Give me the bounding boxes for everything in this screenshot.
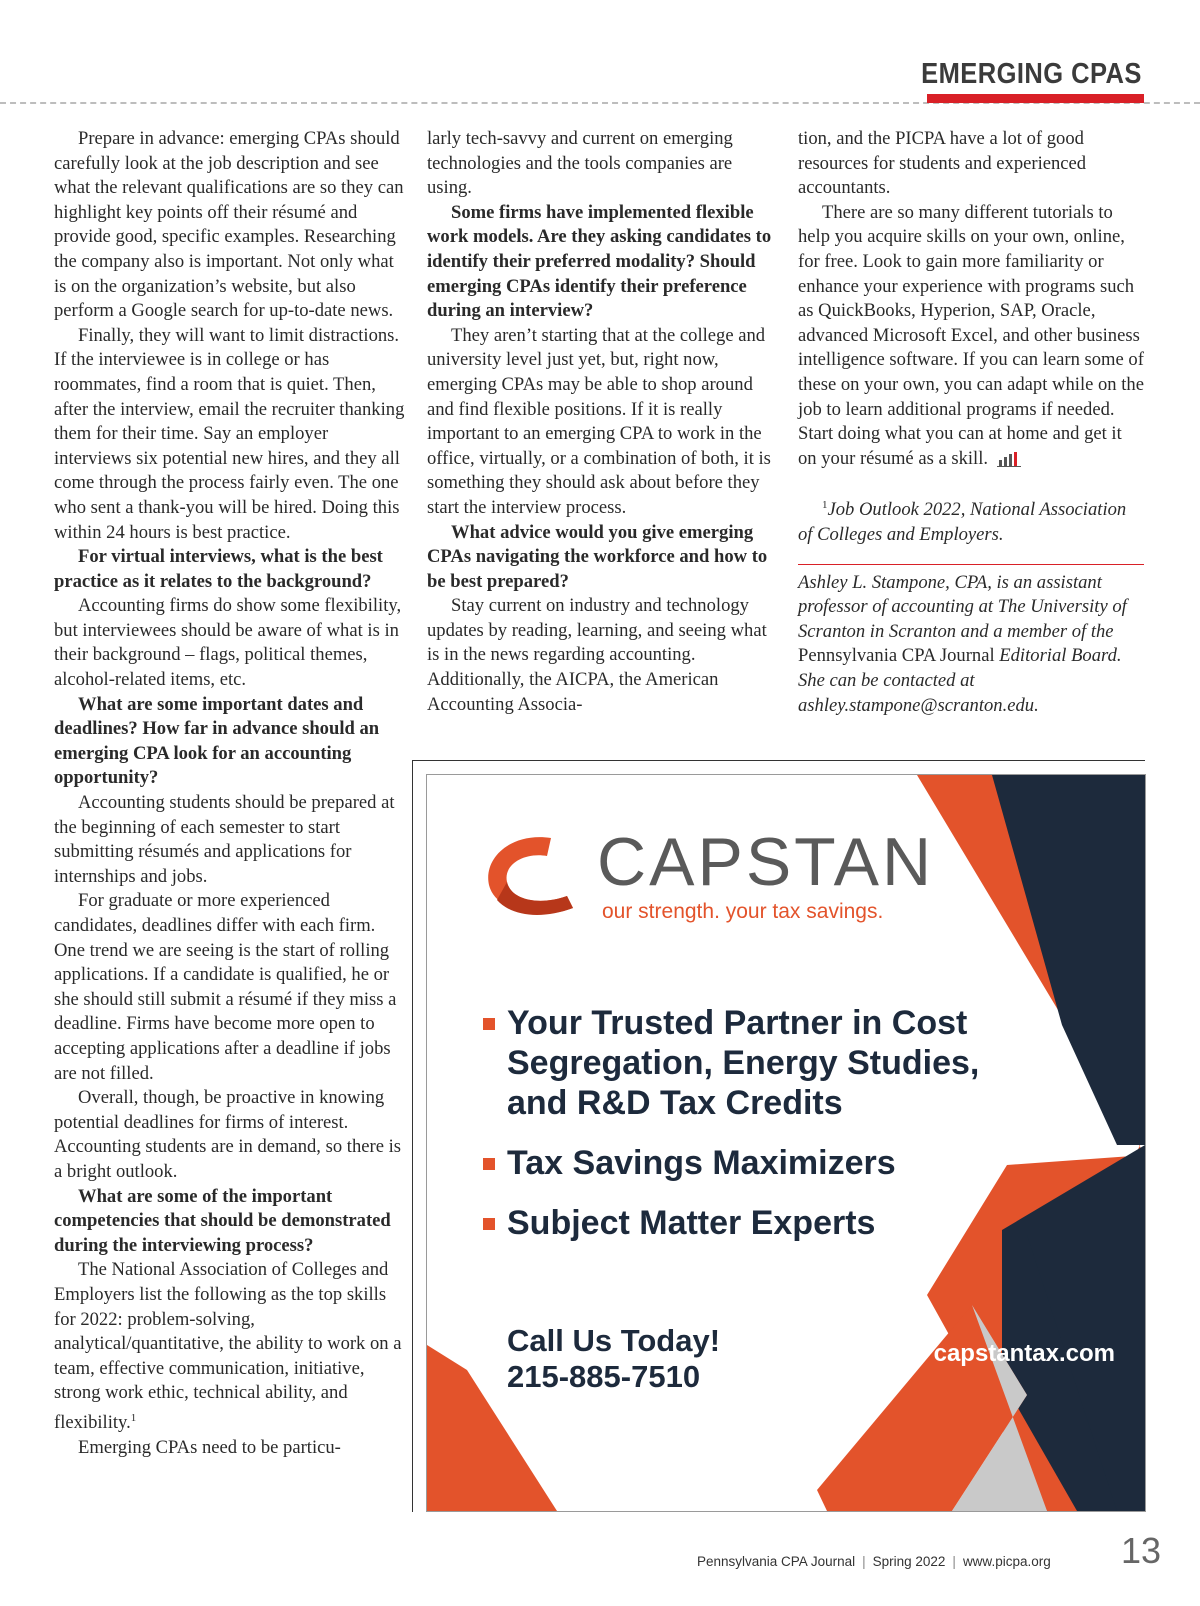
end-of-article-icon — [996, 451, 1022, 467]
website-link[interactable]: capstantax.com — [933, 1340, 1115, 1367]
ad-bullet-text: Tax Savings Maximizers — [507, 1144, 896, 1182]
paragraph: Stay current on industry and technology updates by reading, learning, and seeing what is in the news regarding accounting. Additionally, the AICPA, the American Accounting Associa- — [427, 595, 767, 715]
journal-name: Pennsylvania CPA Journal — [697, 1554, 856, 1569]
bullet-square-icon — [483, 1018, 495, 1030]
author-bio — [798, 571, 1144, 719]
interview-question: What advice would you give emerging CPAs navigating the workforce and how to be best prepared? — [427, 521, 768, 592]
capstan-advertisement — [426, 774, 1146, 1512]
publication-name: Pennsylvania CPA Journal — [798, 645, 995, 667]
ad-bullet — [477, 1003, 1017, 1123]
bio-text: Ashley L. Stampone, CPA, is an assistant professor of accounting at The University of Scranton in Scranton and a member of the — [798, 571, 1127, 642]
footer-separator: | — [862, 1554, 866, 1569]
page-footer — [697, 1554, 1051, 1569]
issue-date: Spring 2022 — [872, 1554, 946, 1569]
interview-question: What are some important dates and deadlines? How far in advance should an emerging CPA look for an accounting opportunity? — [54, 693, 380, 789]
bio-divider — [798, 564, 1144, 565]
footer-separator: | — [952, 1554, 956, 1569]
page-number: 13 — [1121, 1530, 1162, 1571]
call-to-action — [507, 1323, 720, 1395]
ad-bullet-text: Your Trusted Partner in Cost Segregation, Energy Studies, and R&D Tax Credits — [507, 1004, 980, 1122]
footer-website[interactable]: www.picpa.org — [962, 1554, 1051, 1569]
paragraph: For graduate or more experienced candidates, deadlines differ with each firm. One trend we are seeing is the start of rolling applications. If a candidate is qualified, he or she should still submit a résumé if they miss a deadline. Firms have become more open to accepting applications after a deadline if jobs are not filled. — [54, 890, 397, 1084]
paragraph: They aren’t starting that at the college and university level just yet, but, right now, emerging CPAs may be able to shop around and find flexible positions. If it is really important to an emerging CPA to work in the office, virtually, or a combination of both, it is something they should ask about before they start the interview process. — [427, 324, 771, 518]
ad-bullet-text: Subject Matter Experts — [507, 1204, 876, 1242]
paragraph-text: There are so many different tutorials to help you acquire skills on your own, online, for free. Look to gain more familiarity or enhance your experience with programs such as QuickBooks, Hyperion, SAP, Oracle, advanced Microsoft Excel, and other business intelligence software. If you can learn some of these on your own, you can adapt while on the job to learn additional programs if needed. Start doing what you can at home and get it on your résumé as a skill. — [798, 201, 1144, 469]
footnote — [798, 493, 1144, 547]
paragraph: Accounting students should be prepared at the beginning of each semester to start submitting résumés and applications for internships and jobs. — [54, 792, 395, 887]
paragraph-text: The National Association of Colleges and Employers list the following as the top skills for 2022: problem-solving, analytical/quantitative, the ability to work on a team, effective communication, initiative, strong work ethic, technical ability, and flexibility. — [54, 1259, 402, 1434]
bio-text: Editorial Board. She can be contacted at ashley.stampone@scranton.edu. — [798, 645, 1122, 716]
footnote-marker: 1 — [130, 1411, 137, 1424]
footnote-number: 1 — [822, 499, 828, 512]
paragraph: Prepare in advance: emerging CPAs should carefully look at the job description and see what the relevant qualifications are so they can highlight key points off their résumé and provide good, specific examples. Researching the company also is important. Not only what is on the organization’s website, but also perform a Google search for up-to-date news. — [54, 128, 404, 322]
interview-question: Some firms have implemented flexible work models. Are they asking candidates to identify their preferred modality? Should emerging CPAs identify their preference during an interview? — [427, 201, 772, 322]
call-label: Call Us Today! — [507, 1323, 721, 1358]
interview-question: For virtual interviews, what is the best practice as it relates to the background? — [54, 546, 383, 592]
footnote-text: Job Outlook 2022, National Association of Colleges and Employers. — [798, 499, 1127, 546]
brand-tagline: our strength. your tax savings. — [602, 900, 884, 923]
paragraph: Emerging CPAs need to be particu- — [78, 1436, 341, 1458]
capstan-logo-icon — [481, 830, 591, 925]
section-title-underline — [927, 94, 1144, 103]
article-column-3 — [798, 127, 1144, 718]
paragraph — [798, 201, 1144, 472]
phone-number[interactable]: 215-885-7510 — [507, 1359, 701, 1394]
paragraph: tion, and the PICPA have a lot of good resources for students and experienced accountants. — [798, 128, 1087, 199]
paragraph: Finally, they will want to limit distractions. If the interviewee is in college or has roommates, find a room that is quiet. Then, after the interview, email the recruiter thanking them for their time. Say an employer interviews six potential new hires, and they all come through the process fairly even. The one who sent a thank-you will be hired. Doing this within 24 hours is best practice. — [54, 324, 405, 543]
paragraph: larly tech-savvy and current on emerging technologies and the tools companies are using. — [427, 128, 733, 199]
section-title: EMERGING CPAS — [921, 58, 1142, 90]
article-column-2 — [427, 127, 772, 717]
paragraph — [54, 1258, 406, 1435]
article-column-1 — [54, 127, 406, 1460]
ad-bullet — [477, 1143, 1017, 1183]
paragraph: Overall, though, be proactive in knowing potential deadlines for firms of interest. Accounting students are in demand, so there is a bright outlook. — [54, 1087, 401, 1182]
brand-name: CAPSTAN — [597, 824, 935, 900]
bullet-square-icon — [483, 1218, 495, 1230]
paragraph: Accounting firms do show some flexibility, but interviewees should be aware of what is in their background – flags, political themes, alcohol-related items, etc. — [54, 595, 402, 691]
bullet-square-icon — [483, 1158, 495, 1170]
ad-bullet — [477, 1203, 1017, 1243]
ad-bullet-list — [477, 1003, 1017, 1263]
interview-question: What are some of the important competencies that should be demonstrated during the interviewing process? — [54, 1185, 391, 1256]
